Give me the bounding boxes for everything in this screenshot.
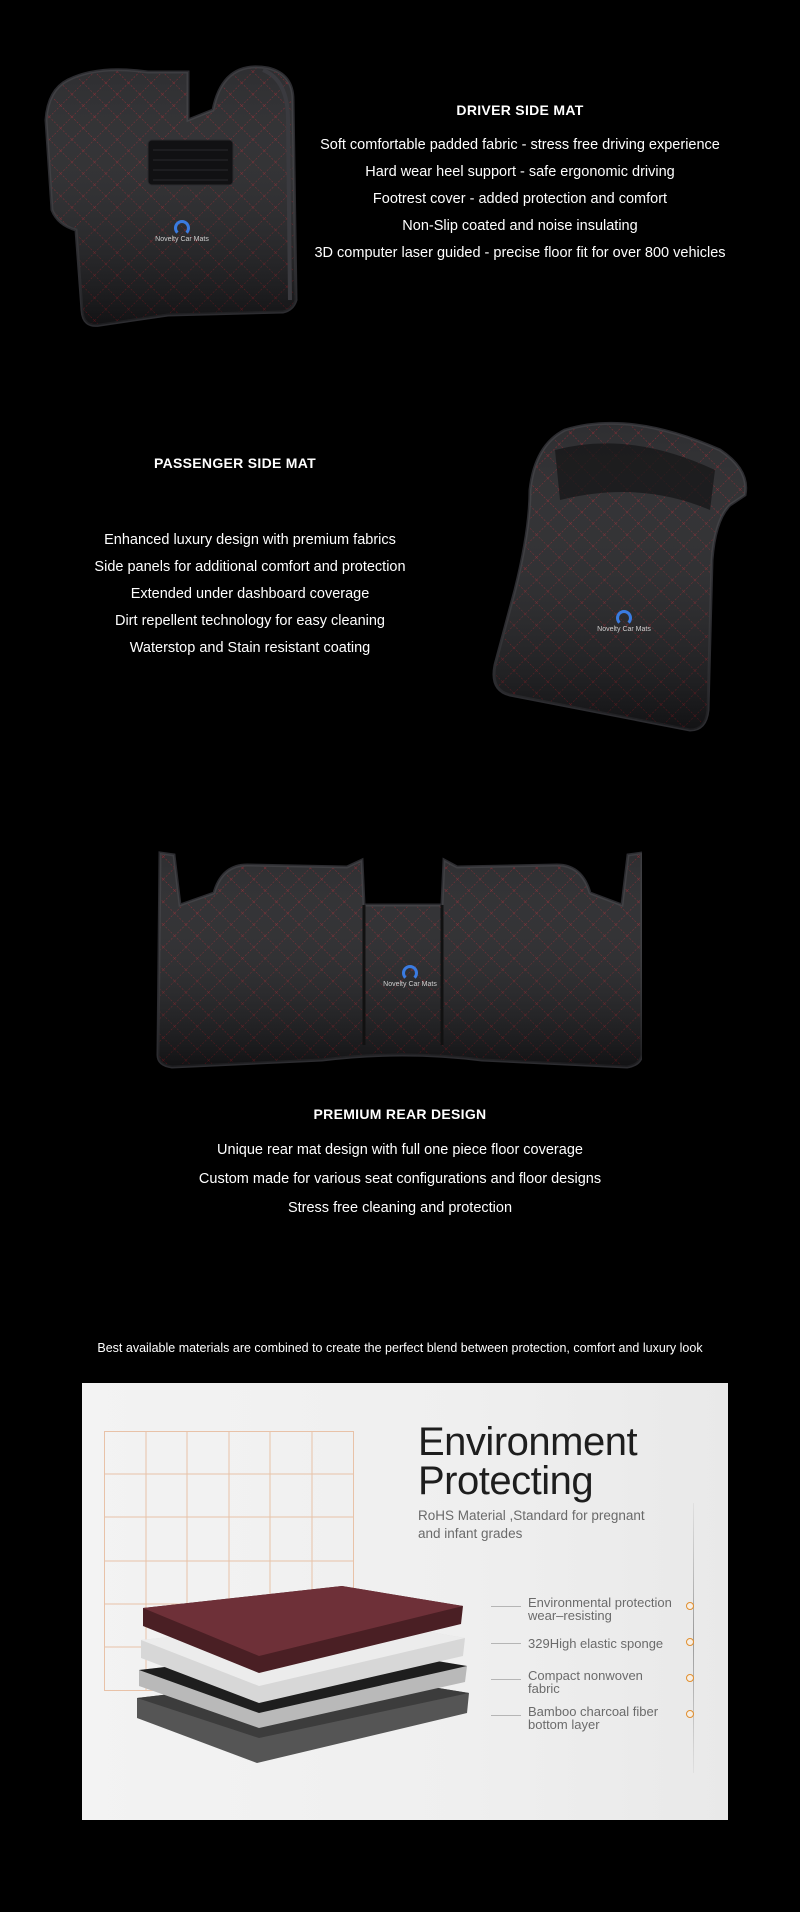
rear-mat-logo	[368, 965, 452, 988]
passenger-mat-logo	[582, 610, 666, 633]
leader-line	[491, 1606, 521, 1607]
rear-bullet: Stress free cleaning and protection	[287, 1200, 513, 1216]
environment-title-line2: Protecting	[418, 1459, 594, 1503]
callout-dot-icon	[686, 1710, 694, 1718]
passenger-bullet: Dirt repellent technology for easy cleaning	[114, 613, 385, 629]
rear-mat-image	[152, 845, 642, 1075]
driver-mat-image	[38, 60, 300, 335]
passenger-bullet: Side panels for additional comfort and protection	[94, 559, 406, 575]
logo-text: Novelty Car Mats	[383, 981, 437, 988]
passenger-mat-image	[480, 410, 755, 735]
passenger-bullet: Enhanced luxury design with premium fabrics	[104, 532, 396, 548]
logo-icon	[402, 965, 418, 981]
leader-line	[491, 1643, 521, 1644]
rear-bullet: Unique rear mat design with full one piece floor coverage	[217, 1142, 583, 1158]
passenger-bullet: Extended under dashboard coverage	[130, 586, 370, 602]
layer-label-nonwoven: Compact nonwoven fabric	[528, 1668, 643, 1696]
callout-line	[693, 1503, 694, 1773]
driver-mat-logo	[140, 220, 224, 243]
materials-panel	[82, 1383, 728, 1820]
leader-line	[491, 1715, 521, 1716]
materials-intro: Best available materials are combined to create the perfect blend between protection, comfort and luxury look	[97, 1341, 703, 1355]
environment-subtitle: RoHS Material ,Standard for pregnant and infant grades	[418, 1508, 645, 1541]
material-layers-image	[137, 1578, 477, 1778]
callout-dot-icon	[686, 1602, 694, 1610]
rear-heading: PREMIUM REAR DESIGN	[313, 1106, 487, 1122]
logo-icon	[616, 610, 632, 626]
logo-text: Novelty Car Mats	[155, 236, 209, 243]
rear-bullet: Custom made for various seat configurations and floor designs	[198, 1171, 602, 1187]
leader-line	[491, 1679, 521, 1680]
layer-label-sponge: 329High elastic sponge	[528, 1636, 664, 1651]
passenger-bullets	[40, 527, 460, 662]
rear-bullets	[150, 1136, 650, 1223]
environment-title-line1: Environment	[418, 1420, 638, 1464]
driver-bullet: Soft comfortable padded fabric - stress free driving experience	[320, 137, 720, 153]
callout-dot-icon	[686, 1674, 694, 1682]
driver-heading: DRIVER SIDE MAT	[456, 102, 584, 118]
driver-bullet: Footrest cover - added protection and comfort	[372, 191, 668, 207]
passenger-heading: PASSENGER SIDE MAT	[153, 455, 316, 471]
logo-icon	[174, 220, 190, 236]
layer-label-leather: Environmental protection wear–resisting	[528, 1595, 672, 1623]
environment-title	[418, 1420, 638, 1503]
logo-text: Novelty Car Mats	[597, 626, 651, 633]
passenger-bullet: Waterstop and Stain resistant coating	[129, 640, 371, 656]
driver-bullets	[295, 132, 745, 267]
driver-bullet: Hard wear heel support - safe ergonomic driving	[365, 164, 675, 180]
driver-bullet: Non-Slip coated and noise insulating	[402, 218, 638, 234]
driver-bullet: 3D computer laser guided - precise floor fit for over 800 vehicles	[314, 245, 726, 261]
callout-dot-icon	[686, 1638, 694, 1646]
layer-label-charcoal: Bamboo charcoal fiber bottom layer	[528, 1704, 659, 1732]
